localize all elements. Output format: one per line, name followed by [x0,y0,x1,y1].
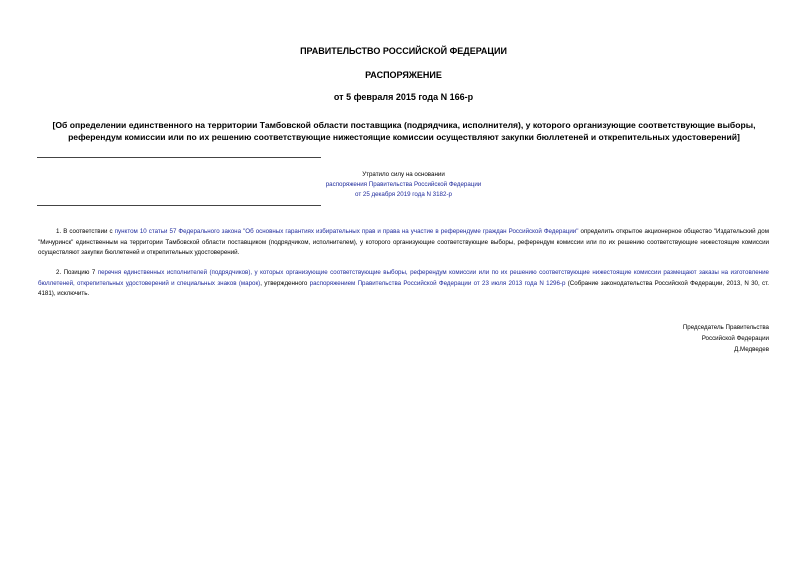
paragraph-2-middle: , утвержденного [260,279,310,287]
validity-note-link-date[interactable]: от 25 декабря 2019 года N 3182-р [355,191,452,198]
paragraph-2-suffix: (Собрание законодательства Российской Федерации, 2013, N 30, ст. 4181), исключить. [38,279,769,297]
paragraph-2 [38,268,769,300]
paragraph-1-prefix: 1. В соответствии с [56,228,115,235]
divider-bottom [37,205,321,206]
divider-top [37,157,321,158]
executors-list-link[interactable]: перечня единственных исполнителей (подрядчиков), у которых организующие соответствующие выборы, референдум комиссии или по их решению соответствующие нижестоящие комиссии размещают заказы на изготовление бюллетеней, открепительных удостоверений и специальных знаков (марок) [38,269,769,287]
signature-name: Д.Медведев [734,346,769,353]
signature-position: Председатель Правительства [682,324,769,331]
document-title: [Об определении единственного на территории Тамбовской области поставщика (подрядчика, исполнителя), у которого организующие соответствующие выборы, референдум комиссии или по их решению соответствующие нижестоящие комиссии осуществляют закупки бюллетеней и открепительных удостоверений] [52,120,756,142]
signature-block [683,322,769,355]
validity-note-line: Утратило силу на основании [362,171,445,178]
order-1296-link[interactable]: распоряжением Правительства Российской Федерации от 23 июля 2013 года N 1296-р [309,279,566,287]
paragraph-2-prefix: 2. Позицию 7 [56,269,98,276]
document-type: РАСПОРЯЖЕНИЕ [365,70,442,80]
federal-law-link[interactable]: пунктом 10 статьи 57 Федерального закона "Об основных гарантиях избирательных прав и права на участие в референдуме граждан Российской Федерации" [114,228,579,235]
paragraph-1-suffix: определить открытое акционерное общество "Издательский дом "Мичуринск" единственным на территории Тамбовской области поставщиком (подрядчиком, исполнителем), у которого организующие соответствующие выборы, референдум комиссии или по их решению соответствующие нижестоящие комиссии осуществляют закупки бюллетеней и открепительных удостоверений. [38,228,769,256]
government-heading: ПРАВИТЕЛЬСТВО РОССИЙСКОЙ ФЕДЕРАЦИИ [300,46,507,56]
document-date-number: от 5 февраля 2015 года N 166-р [333,92,474,102]
paragraph-1 [38,227,769,259]
signature-organization: Российской Федерации [701,335,769,342]
validity-note-link[interactable]: распоряжения Правительства Российской Федерации [325,181,482,188]
